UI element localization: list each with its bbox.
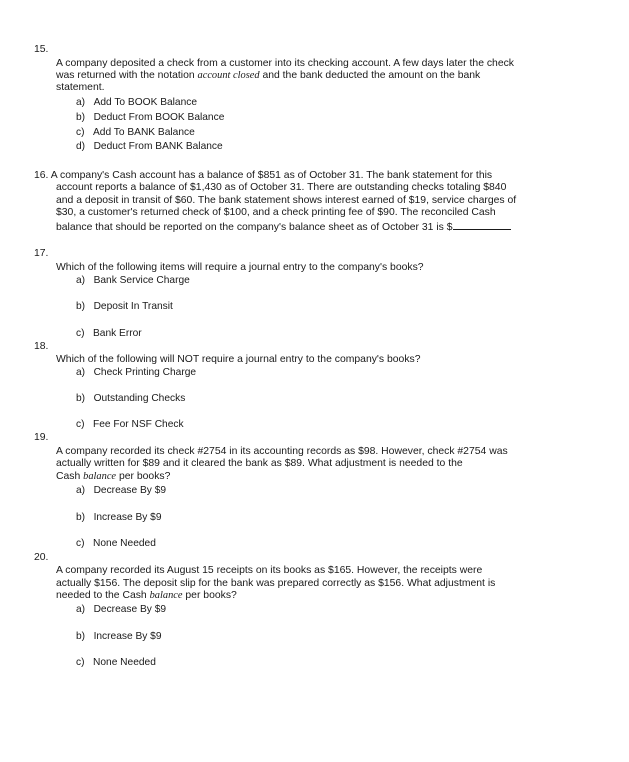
q17-question: Which of the following items will require a journal entry to the company's books? bbox=[56, 262, 424, 273]
q15-option-b: b) Deduct From BOOK Balance bbox=[76, 112, 225, 123]
q18-option-a: a) Check Printing Charge bbox=[76, 367, 197, 378]
q16-line3: and a deposit in transit of $60. The bank statement shows interest earned of $19, service charges of bbox=[56, 195, 517, 206]
q16-line5: balance that should be reported on the company's balance sheet as of October 31 is $ bbox=[56, 220, 511, 234]
q19-line1: A company recorded its check #2754 in its accounting records as $98. However, check #2754 was bbox=[56, 446, 508, 457]
q18-question: Which of the following will NOT require a journal entry to the company's books? bbox=[56, 354, 421, 365]
q20-line3: needed to the Cash balance per books? bbox=[56, 590, 237, 601]
q20-option-a: a) Decrease By $9 bbox=[76, 604, 167, 615]
q20-line1: A company recorded its August 15 receipts on its books as $165. However, the receipts were bbox=[56, 565, 483, 576]
q19-option-a: a) Decrease By $9 bbox=[76, 485, 167, 496]
q19-option-b: b) Increase By $9 bbox=[76, 512, 162, 523]
q15-option-c: c) Add To BANK Balance bbox=[76, 127, 195, 138]
q17-option-b: b) Deposit In Transit bbox=[76, 301, 173, 312]
q20-number: 20. bbox=[34, 552, 49, 563]
q19-italic-word: balance bbox=[83, 471, 117, 482]
q15-option-d: d) Deduct From BANK Balance bbox=[76, 141, 223, 152]
q15-option-a: a) Add To BOOK Balance bbox=[76, 97, 198, 108]
q17-number: 17. bbox=[34, 248, 49, 259]
q16-answer-blank bbox=[453, 220, 511, 230]
q19-number: 19. bbox=[34, 432, 49, 443]
q15-line1: A company deposited a check from a customer into its checking account. A few days later the check bbox=[56, 58, 515, 69]
q15-number: 15. bbox=[34, 44, 49, 55]
q20-line2: actually $156. The deposit slip for the bank was prepared correctly as $156. What adjustment is bbox=[56, 578, 496, 589]
q17-option-c: c) Bank Error bbox=[76, 328, 142, 339]
q16-line4: $30, a customer's returned check of $100, and a check printing fee of $90. The reconciled Cash bbox=[56, 207, 496, 218]
q15-italic-phrase: account closed bbox=[197, 70, 260, 81]
q16-line2: account reports a balance of $1,430 as of October 31. There are outstanding checks totaling $840 bbox=[56, 182, 507, 193]
q15-line2: was returned with the notation account closed and the bank deducted the amount on the bank bbox=[56, 70, 481, 81]
q20-italic-word: balance bbox=[149, 590, 183, 601]
q18-option-b: b) Outstanding Checks bbox=[76, 393, 186, 404]
q20-option-b: b) Increase By $9 bbox=[76, 631, 162, 642]
q19-option-c: c) None Needed bbox=[76, 538, 156, 549]
q20-option-c: c) None Needed bbox=[76, 657, 156, 668]
q15-line3: statement. bbox=[56, 82, 105, 93]
q19-line3: Cash balance per books? bbox=[56, 471, 171, 482]
q18-option-c: c) Fee For NSF Check bbox=[76, 419, 184, 430]
q16-line1: 16. A company's Cash account has a balance of $851 as of October 31. The bank statement for this bbox=[34, 170, 493, 181]
q17-option-a: a) Bank Service Charge bbox=[76, 275, 190, 286]
q19-line2: actually written for $89 and it cleared the bank as $89. What adjustment is needed to the bbox=[56, 458, 463, 469]
q18-number: 18. bbox=[34, 341, 49, 352]
